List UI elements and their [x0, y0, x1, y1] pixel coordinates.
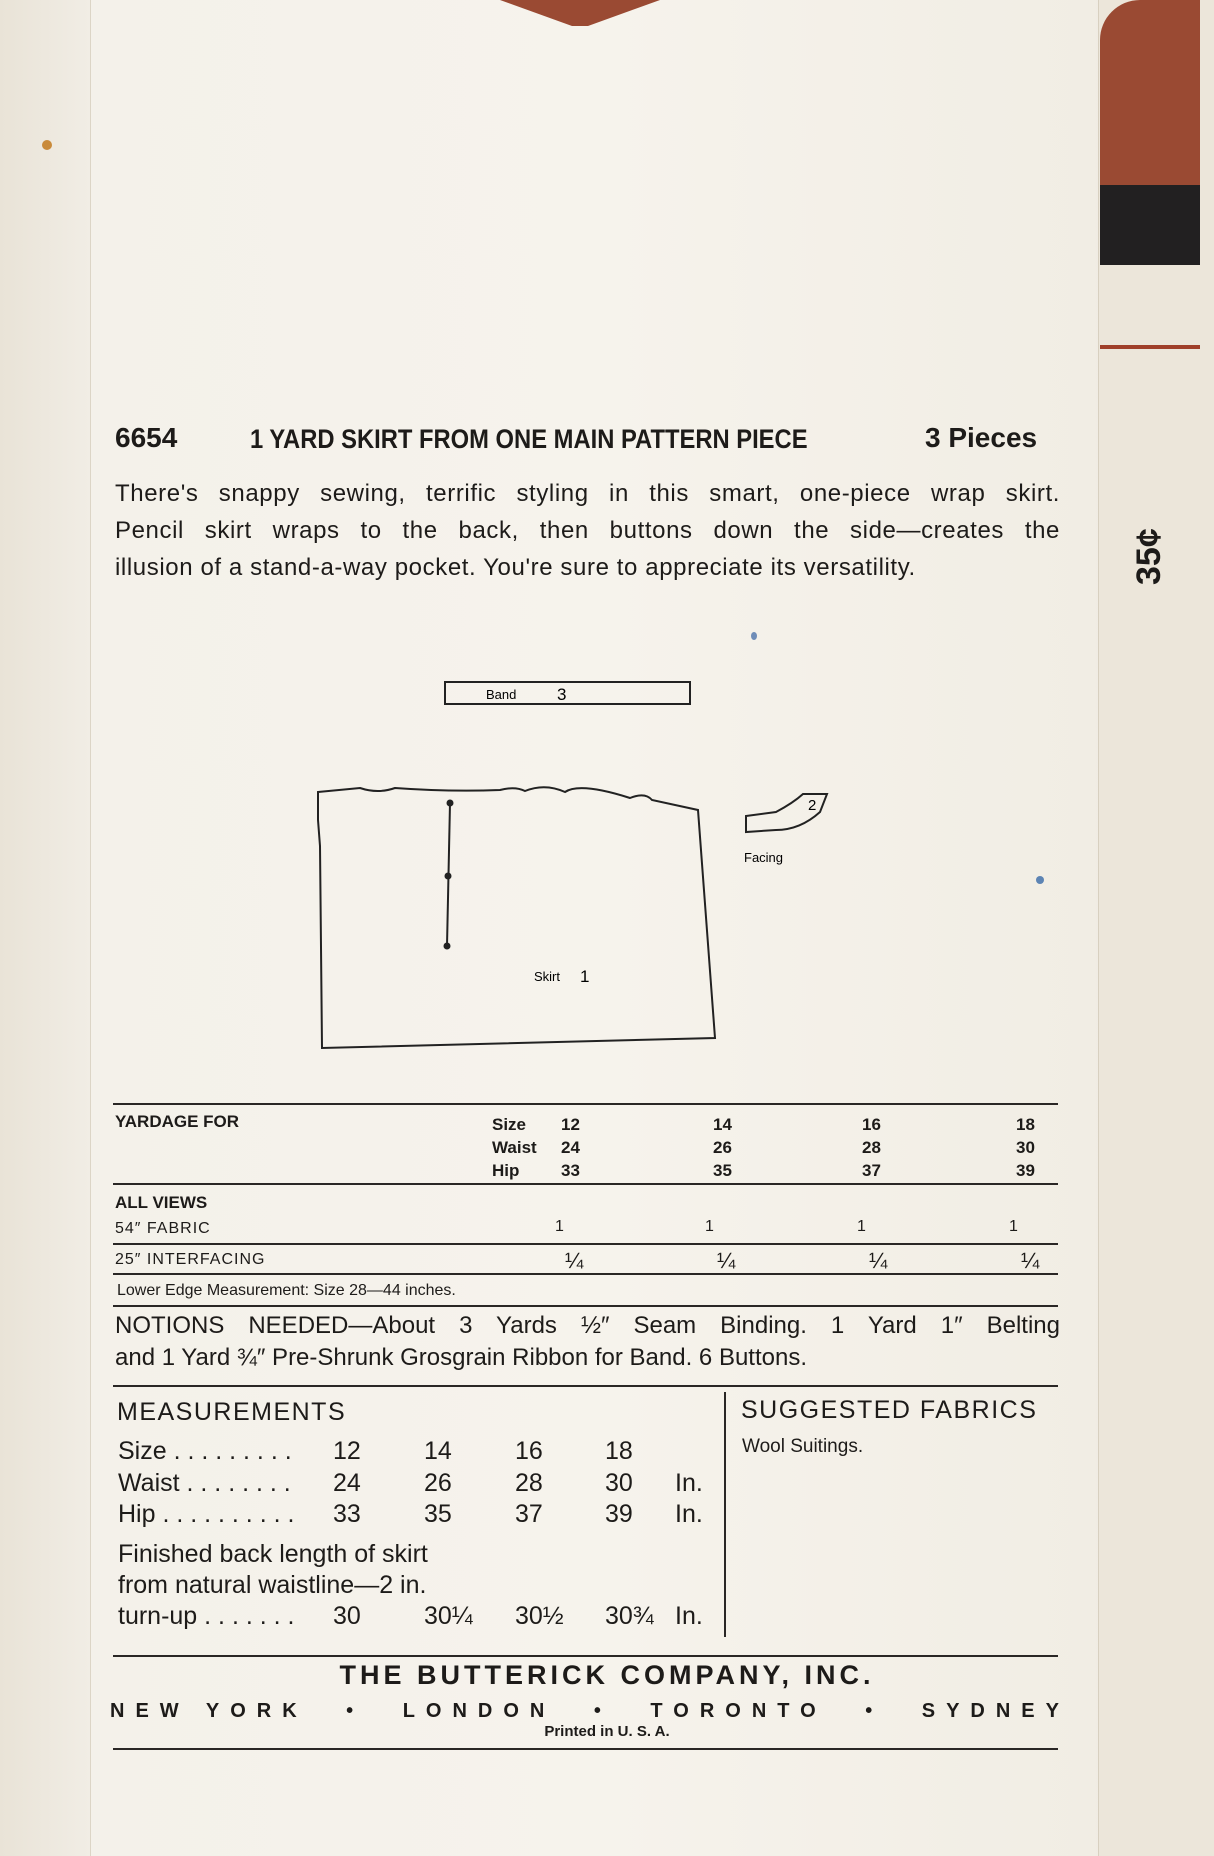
- printed-in-usa: Printed in U. S. A.: [544, 1723, 670, 1740]
- description-line: Pencil skirt wraps to the back, then buttons down the side—creates the: [115, 517, 1060, 544]
- interfacing-value: ¼: [869, 1248, 888, 1273]
- fabric-label: 54″ FABRIC: [115, 1220, 211, 1237]
- city-separator: •: [346, 1700, 365, 1722]
- measure-size: 18: [605, 1437, 633, 1465]
- section-rule: [113, 1385, 1058, 1387]
- company-cities: [110, 1700, 1070, 1723]
- ink-spot: [1036, 876, 1044, 884]
- city: TORONTO: [650, 1700, 827, 1722]
- turnup-value: 30: [333, 1602, 361, 1630]
- table-rule: [113, 1183, 1058, 1185]
- size-value: 12: [561, 1115, 580, 1134]
- length-note-line: Finished back length of skirt: [118, 1540, 428, 1568]
- fabrics-text: Wool Suitings.: [742, 1436, 864, 1457]
- piece-count: 3 Pieces: [925, 422, 1038, 453]
- table-rule: [113, 1273, 1058, 1275]
- hip-row-label: Hip: [492, 1161, 520, 1180]
- city: LONDON: [402, 1700, 556, 1722]
- button-mark: [445, 873, 452, 880]
- measure-waist: 24: [333, 1469, 361, 1497]
- red-color-band: [1100, 0, 1200, 185]
- hip-value: 33: [561, 1161, 580, 1180]
- skirt-number: 1: [580, 967, 590, 986]
- footer-rule: [113, 1748, 1058, 1750]
- length-note-line: from natural waistline—2 in.: [118, 1571, 427, 1599]
- measure-hip-label: Hip . . . . . . . . . .: [118, 1500, 295, 1528]
- table-rule: [113, 1103, 1058, 1105]
- yardage-heading: YARDAGE FOR: [115, 1112, 240, 1131]
- waist-row-label: Waist: [492, 1138, 537, 1157]
- skirt-label: Skirt: [534, 969, 560, 984]
- company-name: THE BUTTERICK COMPANY, INC.: [339, 1660, 875, 1690]
- envelope-side-strip: [1098, 0, 1214, 1856]
- turnup-value: 30¼: [424, 1602, 473, 1630]
- waist-value: 28: [862, 1138, 881, 1157]
- stain-spot: [42, 140, 52, 150]
- measure-size-label: Size . . . . . . . . .: [118, 1437, 292, 1465]
- waist-unit: In.: [675, 1469, 703, 1497]
- band-number: 3: [557, 685, 567, 704]
- fabric-value: 1: [1009, 1218, 1018, 1235]
- hip-value: 39: [1016, 1161, 1035, 1180]
- hip-value: 35: [713, 1161, 732, 1180]
- fabric-value: 1: [857, 1218, 866, 1235]
- hip-value: 37: [862, 1161, 881, 1180]
- turnup-label: turn-up . . . . . . .: [118, 1602, 295, 1630]
- interfacing-label: 25″ INTERFACING: [115, 1251, 266, 1268]
- description-line: illusion of a stand-a-way pocket. You're sure to appreciate its versatility.: [115, 554, 916, 581]
- turnup-value: 30¾: [605, 1602, 654, 1630]
- size-column: [713, 1113, 732, 1182]
- description-line: There's snappy sewing, terrific styling in this smart, one-piece wrap skirt.: [115, 480, 1060, 507]
- pattern-title: 1 YARD SKIRT FROM ONE MAIN PATTERN PIECE: [250, 424, 808, 454]
- waist-value: 24: [561, 1138, 580, 1157]
- notions-needed: [115, 1310, 1060, 1374]
- band-piece: [445, 682, 690, 704]
- table-rule: [113, 1305, 1058, 1307]
- button-mark: [447, 800, 454, 807]
- turnup-value: 30½: [515, 1602, 564, 1630]
- yardage-row-labels: [492, 1113, 537, 1182]
- measure-hip: 37: [515, 1500, 543, 1528]
- city: SYDNEY: [921, 1700, 1070, 1722]
- size-column: [1016, 1113, 1035, 1182]
- turnup-unit: In.: [675, 1602, 703, 1630]
- notions-line: NOTIONS NEEDED—About 3 Yards ½″ Seam Binding. 1 Yard 1″ Belting: [115, 1312, 1060, 1339]
- envelope-flap: [0, 0, 91, 1856]
- interfacing-value: ¼: [565, 1248, 584, 1273]
- size-value: 14: [713, 1115, 732, 1134]
- lower-edge-note: Lower Edge Measurement: Size 28—44 inches.: [117, 1282, 456, 1299]
- city-separator: •: [593, 1700, 612, 1722]
- waist-value: 26: [713, 1138, 732, 1157]
- measure-size: 14: [424, 1437, 452, 1465]
- size-value: 16: [862, 1115, 881, 1134]
- price-label: 35¢: [1130, 528, 1168, 585]
- band-label: Band: [486, 687, 517, 702]
- ink-spot: [751, 632, 757, 640]
- facing-number: 2: [808, 797, 817, 814]
- measure-size: 12: [333, 1437, 361, 1465]
- hip-unit: In.: [675, 1500, 703, 1528]
- measure-hip: 35: [424, 1500, 452, 1528]
- pattern-pieces-diagram: [300, 670, 860, 1060]
- fabric-value: 1: [705, 1218, 714, 1235]
- pattern-number: 6654: [115, 422, 178, 453]
- size-row-label: Size: [492, 1115, 527, 1134]
- measure-hip: 33: [333, 1500, 361, 1528]
- column-divider: [724, 1392, 726, 1637]
- notions-line: and 1 Yard ¾″ Pre-Shrunk Grosgrain Ribbon for Band. 6 Buttons.: [115, 1344, 808, 1371]
- fabrics-heading: SUGGESTED FABRICS: [741, 1396, 1038, 1424]
- size-column: [862, 1113, 881, 1182]
- city: NEW YORK: [110, 1700, 308, 1722]
- waist-value: 30: [1016, 1138, 1035, 1157]
- footer-rule: [113, 1655, 1058, 1657]
- city-separator: •: [865, 1700, 884, 1722]
- measure-size: 16: [515, 1437, 543, 1465]
- size-column: [561, 1113, 580, 1182]
- interfacing-value: ¼: [717, 1248, 736, 1273]
- table-rule: [113, 1243, 1058, 1245]
- measure-waist: 28: [515, 1469, 543, 1497]
- measurements-heading: MEASUREMENTS: [117, 1398, 347, 1426]
- pattern-description: [115, 475, 1060, 586]
- measure-waist-label: Waist . . . . . . . .: [118, 1469, 291, 1497]
- all-views-label: ALL VIEWS: [115, 1193, 208, 1212]
- red-accent-line: [1100, 345, 1200, 349]
- interfacing-value: ¼: [1021, 1248, 1040, 1273]
- black-color-band: [1100, 185, 1200, 265]
- measure-waist: 26: [424, 1469, 452, 1497]
- measure-waist: 30: [605, 1469, 633, 1497]
- measure-hip: 39: [605, 1500, 633, 1528]
- fabric-value: 1: [555, 1218, 564, 1235]
- size-value: 18: [1016, 1115, 1035, 1134]
- button-mark: [444, 943, 451, 950]
- facing-label: Facing: [744, 850, 784, 865]
- skirt-piece: [318, 787, 715, 1048]
